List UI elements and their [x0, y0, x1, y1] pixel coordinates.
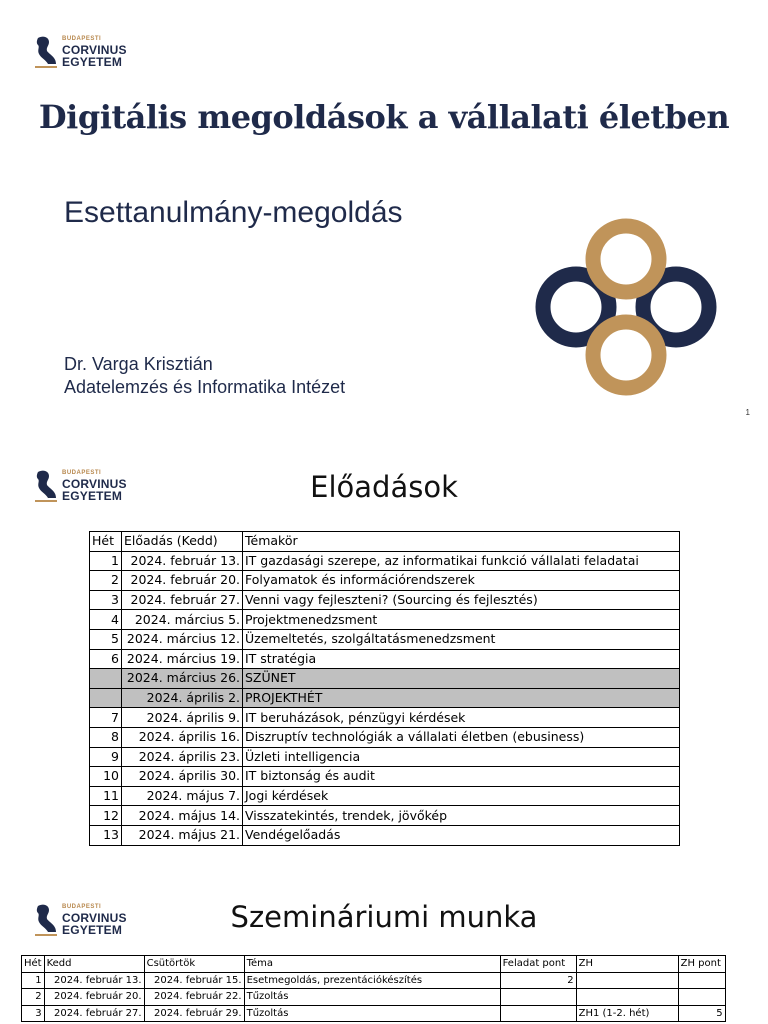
institute-name: Adatelemzés és Informatika Intézet	[64, 377, 346, 397]
author-block	[64, 353, 345, 399]
header-week: Hét	[22, 956, 45, 973]
table-row	[22, 972, 726, 989]
table-row	[90, 806, 680, 826]
week-cell: 9	[90, 747, 122, 767]
logo-small-text: BUDAPESTI	[62, 470, 102, 476]
table-row	[90, 610, 680, 630]
logo-line2: EGYETEM	[62, 55, 123, 69]
topic-cell: IT biztonság és audit	[243, 767, 680, 787]
week-cell: 1	[22, 972, 45, 989]
test-cell: ZH1 (1-2. hét)	[576, 1005, 678, 1022]
thursday-cell: 2024. február 22.	[144, 989, 244, 1006]
week-cell: 1	[90, 551, 122, 571]
tuesday-cell: 2024. február 27.	[44, 1005, 144, 1022]
test-cell	[576, 972, 678, 989]
lectures-title: Előadások	[310, 470, 458, 504]
table-header-row	[90, 532, 680, 552]
date-cell: 2024. február 13.	[122, 551, 243, 571]
date-cell: 2024. március 12.	[122, 629, 243, 649]
week-cell: 11	[90, 786, 122, 806]
topic-cell: Vendégelőadás	[243, 825, 680, 845]
task-points-cell: 2	[500, 972, 576, 989]
presentation-subtitle: Esettanulmány-megoldás	[64, 196, 403, 229]
header-topic: Téma	[244, 956, 500, 973]
logo-line1: CORVINUS	[62, 911, 127, 925]
topic-cell: Esetmegoldás, prezentációkészítés	[244, 972, 500, 989]
presentation-title: Digitális megoldások a vállalati életben	[38, 98, 730, 136]
raven-icon	[34, 34, 58, 70]
date-cell: 2024. április 2.	[122, 688, 243, 708]
topic-cell: IT beruházások, pénzügyi kérdések	[243, 708, 680, 728]
date-cell: 2024. február 20.	[122, 571, 243, 591]
week-cell: 10	[90, 767, 122, 787]
topic-cell: PROJEKTHÉT	[243, 688, 680, 708]
topic-cell: SZÜNET	[243, 669, 680, 689]
week-cell: 5	[90, 629, 122, 649]
header-week: Hét	[90, 532, 122, 552]
table-row	[90, 629, 680, 649]
test-points-cell	[678, 972, 725, 989]
tuesday-cell: 2024. február 20.	[44, 989, 144, 1006]
table-row	[90, 727, 680, 747]
header-test: ZH	[576, 956, 678, 973]
logo-line2: EGYETEM	[62, 923, 123, 937]
table-header-row	[22, 956, 726, 973]
seminar-slide	[0, 880, 768, 1024]
week-cell: 3	[90, 590, 122, 610]
topic-cell: IT stratégia	[243, 649, 680, 669]
table-row	[90, 708, 680, 728]
table-row	[90, 669, 680, 689]
topic-cell: Visszatekintés, trendek, jövőkép	[243, 806, 680, 826]
lectures-table	[89, 531, 680, 846]
corvinus-emblem-icon	[530, 215, 720, 400]
date-cell: 2024. május 7.	[122, 786, 243, 806]
topic-cell: IT gazdasági szerepe, az informatikai funkció vállalati feladatai	[243, 551, 680, 571]
tuesday-cell: 2024. február 13.	[44, 972, 144, 989]
test-cell	[576, 989, 678, 1006]
date-cell: 2024. május 14.	[122, 806, 243, 826]
table-row	[22, 989, 726, 1006]
date-cell: 2024. április 9.	[122, 708, 243, 728]
task-points-cell	[500, 989, 576, 1006]
topic-cell: Tűzoltás	[244, 1005, 500, 1022]
table-row	[90, 551, 680, 571]
logo-small-text: BUDAPESTI	[62, 904, 102, 910]
page-number: 1	[745, 408, 750, 417]
date-cell: 2024. március 5.	[122, 610, 243, 630]
table-row	[90, 825, 680, 845]
topic-cell: Diszruptív technológiák a vállalati életben (ebusiness)	[243, 727, 680, 747]
header-task-points: Feladat pont	[500, 956, 576, 973]
topic-cell: Tűzoltás	[244, 989, 500, 1006]
seminar-title: Szemináriumi munka	[230, 900, 538, 934]
table-row	[90, 649, 680, 669]
week-cell: 2	[22, 989, 45, 1006]
date-cell: 2024. február 27.	[122, 590, 243, 610]
title-slide	[0, 0, 768, 430]
logo-line1: CORVINUS	[62, 43, 127, 57]
week-cell: 6	[90, 649, 122, 669]
header-topic: Témakör	[243, 532, 680, 552]
header-tuesday: Kedd	[44, 956, 144, 973]
week-cell	[90, 688, 122, 708]
topic-cell: Projektmenedzsment	[243, 610, 680, 630]
week-cell: 3	[22, 1005, 45, 1022]
date-cell: 2024. április 16.	[122, 727, 243, 747]
date-cell: 2024. április 23.	[122, 747, 243, 767]
lectures-slide	[0, 450, 768, 870]
week-cell	[90, 669, 122, 689]
test-points-cell: 5	[678, 1005, 725, 1022]
date-cell: 2024. március 19.	[122, 649, 243, 669]
table-row	[90, 590, 680, 610]
table-row	[90, 786, 680, 806]
week-cell: 2	[90, 571, 122, 591]
table-row	[90, 747, 680, 767]
thursday-cell: 2024. február 29.	[144, 1005, 244, 1022]
table-row	[90, 767, 680, 787]
date-cell: 2024. március 26.	[122, 669, 243, 689]
table-row	[22, 1005, 726, 1022]
header-thursday: Csütörtök	[144, 956, 244, 973]
week-cell: 12	[90, 806, 122, 826]
topic-cell: Folyamatok és információrendszerek	[243, 571, 680, 591]
week-cell: 8	[90, 727, 122, 747]
author-name: Dr. Varga Krisztián	[64, 354, 213, 374]
corvinus-logo	[34, 34, 127, 70]
test-points-cell	[678, 989, 725, 1006]
task-points-cell	[500, 1005, 576, 1022]
week-cell: 7	[90, 708, 122, 728]
date-cell: 2024. április 30.	[122, 767, 243, 787]
topic-cell: Venni vagy fejleszteni? (Sourcing és fejlesztés)	[243, 590, 680, 610]
topic-cell: Jogi kérdések	[243, 786, 680, 806]
seminar-table	[21, 955, 726, 1022]
table-row	[90, 688, 680, 708]
table-row	[90, 571, 680, 591]
logo-small-text: BUDAPESTI	[62, 36, 102, 42]
week-cell: 4	[90, 610, 122, 630]
logo-line2: EGYETEM	[62, 489, 123, 503]
topic-cell: Üzemeltetés, szolgáltatásmenedzsment	[243, 629, 680, 649]
header-lecture-date: Előadás (Kedd)	[122, 532, 243, 552]
week-cell: 13	[90, 825, 122, 845]
logo-line1: CORVINUS	[62, 477, 127, 491]
header-test-points: ZH pont	[678, 956, 725, 973]
date-cell: 2024. május 21.	[122, 825, 243, 845]
thursday-cell: 2024. február 15.	[144, 972, 244, 989]
topic-cell: Üzleti intelligencia	[243, 747, 680, 767]
